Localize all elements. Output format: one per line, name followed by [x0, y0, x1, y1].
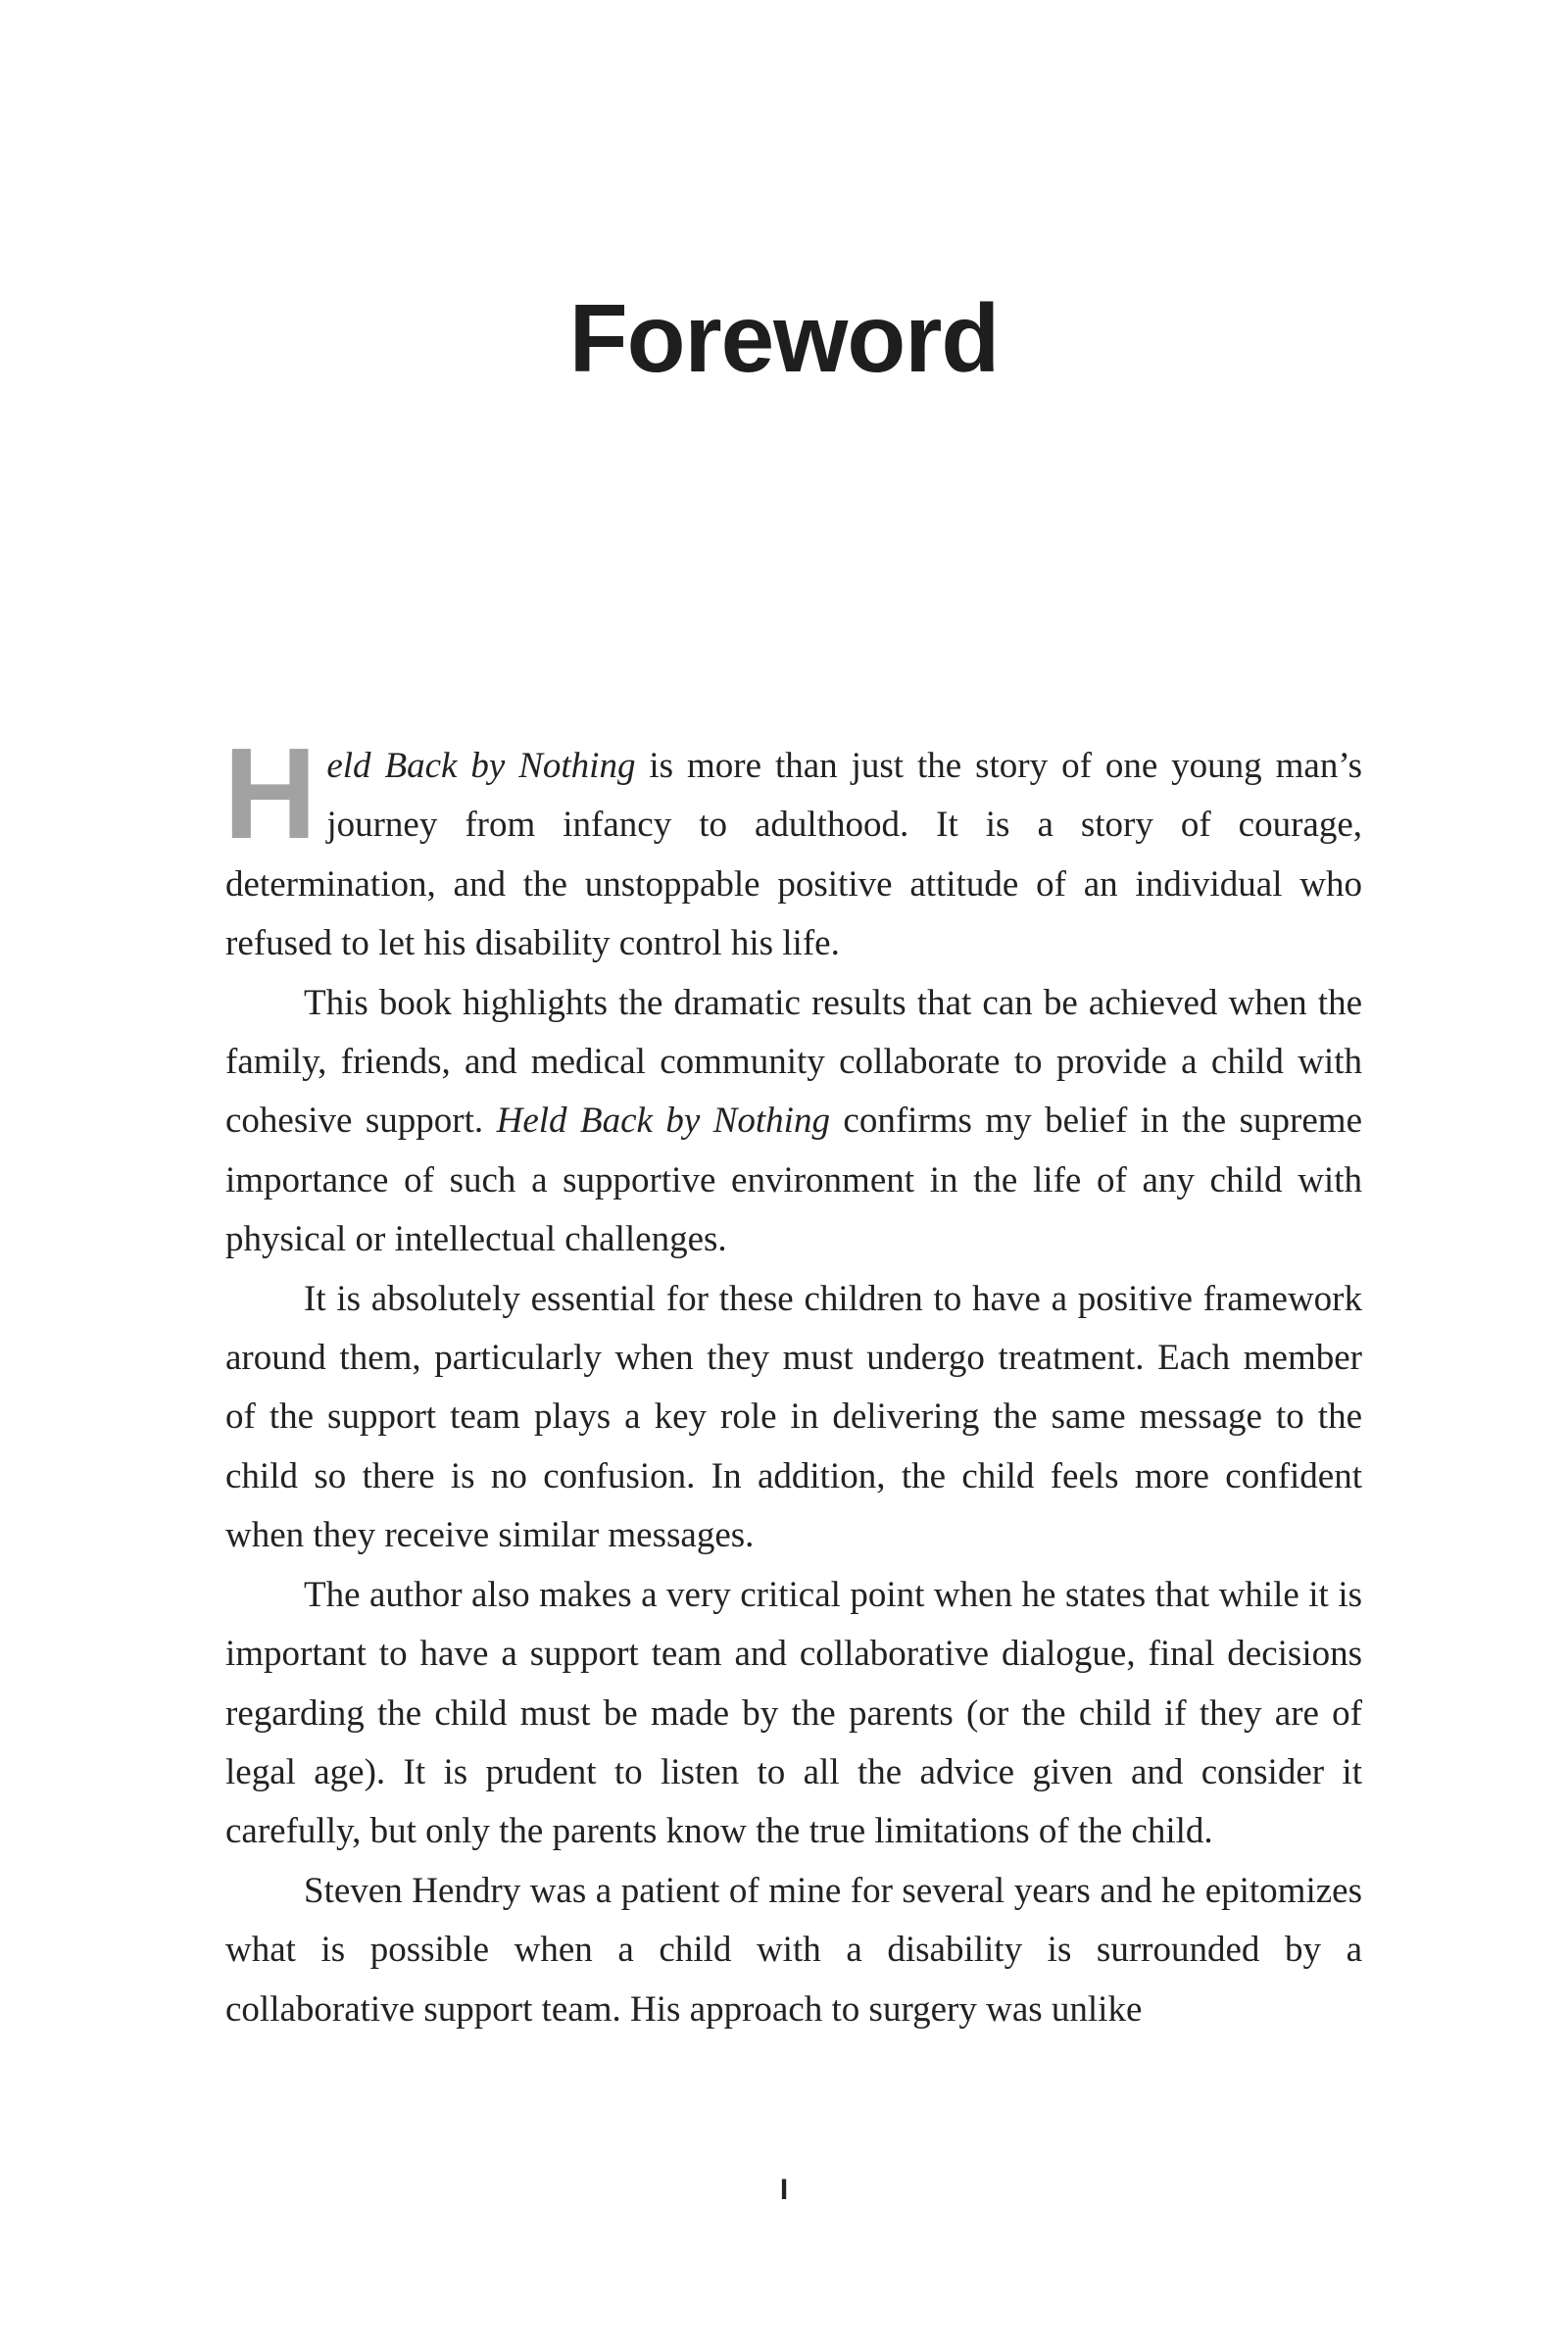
page-number: I	[779, 2174, 789, 2206]
paragraph-2-text-before: This book highlights the dramatic results that can be achieved when the family, friends, and medical community collaborate to provide a child with cohesive support.	[225, 982, 1362, 1142]
foreword-body	[223, 721, 1363, 2039]
paragraph-3: It is absolutely essential for these children to have a positive framework around them, particularly when they must undergo treatment. Each member of the support team plays a key role in delivering the same message to the child so there is no confusion. In addition, the child feels more confident when they receive similar messages.	[225, 1278, 1362, 1556]
paragraph-2	[225, 974, 1362, 1270]
paragraph-1-text: is more than just the story of one young man’s journey from infancy to adulthood. It is a story of courage, determination, and the unstoppable positive attitude of an individual who refused to let his disability control his life.	[225, 746, 1362, 964]
paragraph-1	[223, 721, 1362, 974]
paragraph-5: Steven Hendry was a patient of mine for several years and he epitomizes what is possible when a child with a disability is surrounded by a collaborative support team. His approach to surgery was unlike	[225, 1870, 1362, 2030]
page-title: Foreword	[568, 284, 1000, 392]
paragraph-2-text-after: confirms my belief in the supreme importance of such a supportive environment in the life of any child with physical or intellectual challenges.	[225, 1101, 1363, 1260]
paragraph-4: The author also makes a very critical point when he states that while it is important to have a support team and collaborative dialogue, final decisions regarding the child must be made by the parents (or the child if they are of legal age). It is prudent to listen to all the advice given and consider it carefully, but only the parents know the true limitations of the child.	[225, 1574, 1362, 1852]
drop-cap: H	[223, 721, 318, 865]
book-title-italic: eld Back by Nothing	[326, 746, 636, 786]
book-title-italic: Held Back by Nothing	[496, 1101, 830, 1142]
